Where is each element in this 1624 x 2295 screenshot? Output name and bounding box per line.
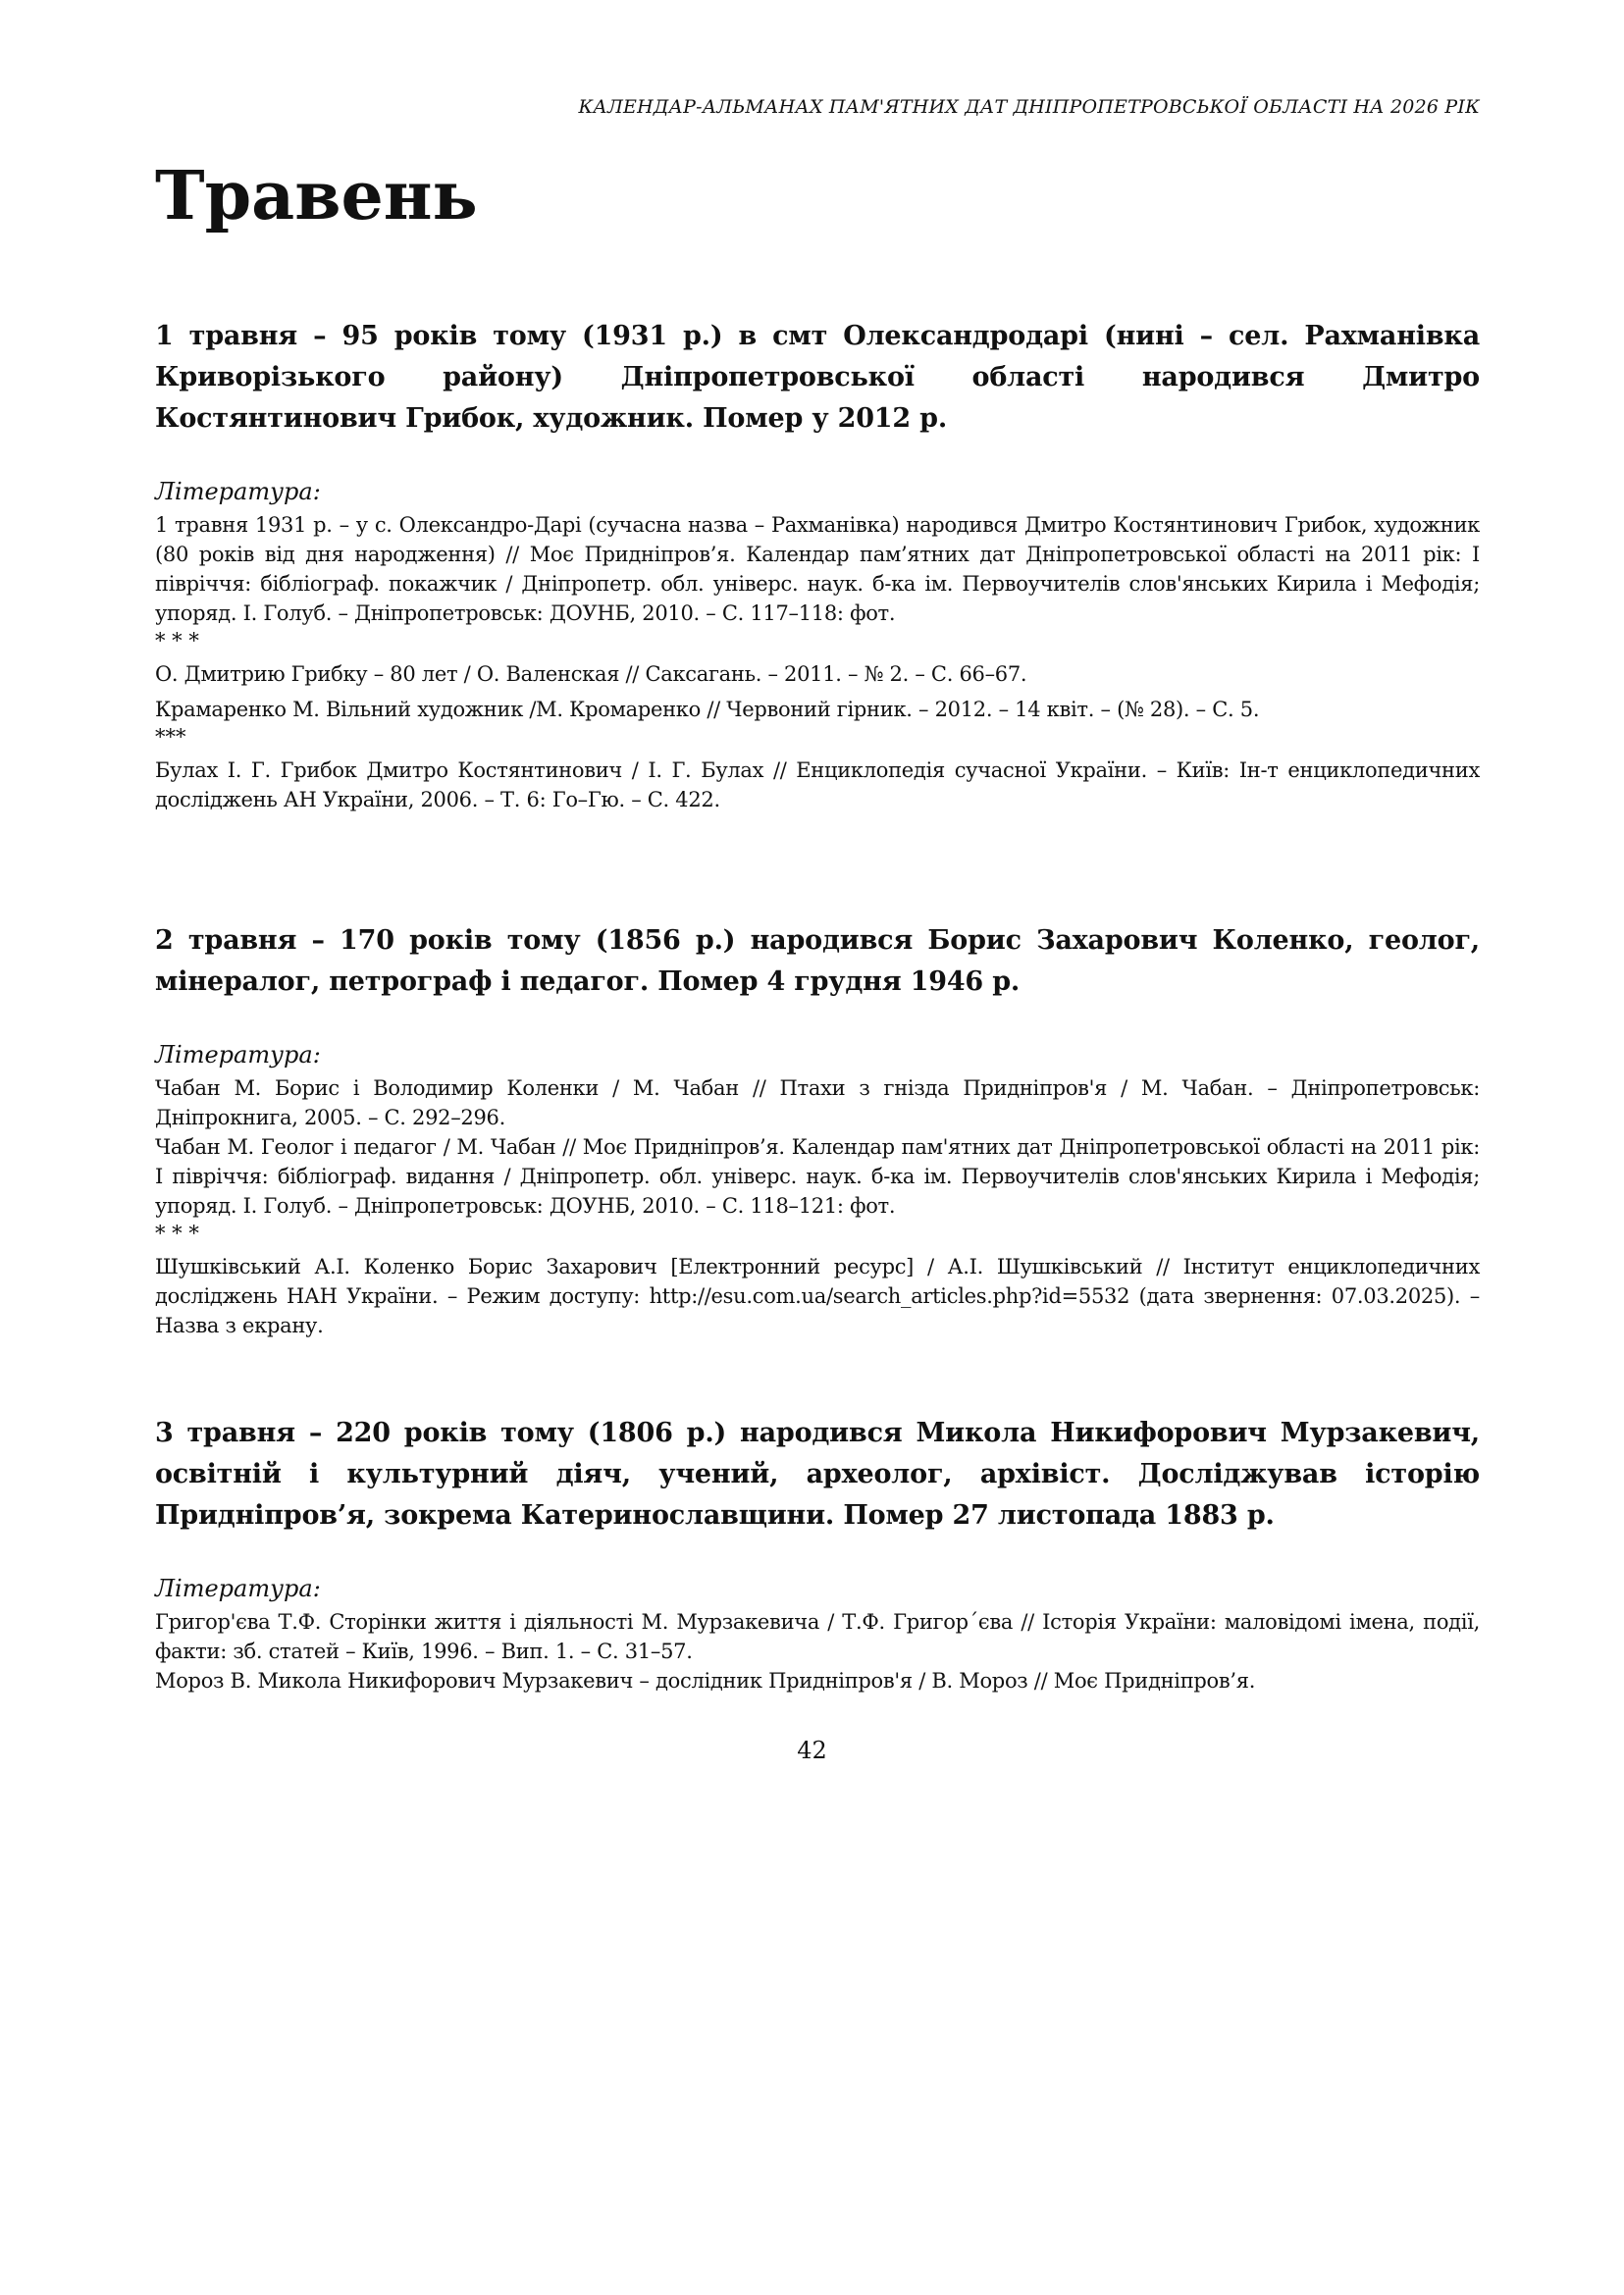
entry-may-2 (155, 920, 1480, 1340)
entry-may-1 (155, 316, 1480, 814)
reference-item: Булах І. Г. Грибок Дмитро Костянтинович / І. Г. Булах // Енциклопедія сучасної України. – Київ: Ін-т енциклопедичних досліджень АН України, 2006. – Т. 6: Го–Гю. – С. 422. (155, 758, 1480, 811)
literature-heading: Література: (155, 1041, 321, 1069)
page-title: Травень (155, 157, 478, 235)
page-number: 42 (797, 1737, 827, 1764)
reference-item: Чабан М. Геолог і педагог / М. Чабан // Моє Придніпров’я. Календар пам'ятних дат Дніпропетровської області на 2011 рік: І півріччя: бібліограф. видання / Дніпропетр. обл. універс. наук. б-ка ім. Первоучителів слов'янських Кирила і Мефодія; упоряд. І. Голуб. – Дніпропетровськ: ДОУНБ, 2010. – С. 118–121: фот. (155, 1135, 1480, 1218)
reference-item: Григор'єва Т.Ф. Сторінки життя і діяльності М. Мурзакевича / Т.Ф. Григор´єва // Історія України: маловідомі імена, події, факти: зб. статей – Київ, 1996. – Вип. 1. – С. 31–57. (155, 1610, 1480, 1663)
separator: * * * (155, 1222, 199, 1245)
reference-item: Крамаренко М. Вільний художник /М. Кромаренко // Червоний гірник. – 2012. – 14 квіт. – (№ 28). – С. 5. (155, 698, 1260, 721)
entry-title: 2 травня – 170 років тому (1856 р.) народився Борис Захарович Коленко, геолог, мінералог, петрограф і педагог. Помер 4 грудня 1946 р. (155, 925, 1480, 997)
separator: * * * (155, 629, 199, 652)
entry-title: 3 травня – 220 років тому (1806 р.) народився Микола Никифорович Мурзакевич, освітній і культурний діяч, учений, археолог, архівіст. Досліджував історію Придніпров’я, зокрема Катеринославщини. Помер 27 листопада 1883 р. (155, 1418, 1480, 1531)
literature-heading: Література: (155, 478, 321, 505)
running-header: КАЛЕНДАР-АЛЬМАНАХ ПАМ'ЯТНИХ ДАТ ДНІПРОПЕТРОВСЬКОЇ ОБЛАСТІ НА 2026 РІК (578, 96, 1480, 118)
literature-heading: Література: (155, 1575, 321, 1602)
entry-may-3 (155, 1413, 1480, 1695)
reference-item: Чабан М. Борис і Володимир Коленки / М. Чабан // Птахи з гнізда Придніпров'я / М. Чабан. – Дніпропетровськ: Дніпрокнига, 2005. – С. 292–296. (155, 1076, 1480, 1129)
reference-item: Мороз В. Микола Никифорович Мурзакевич – дослідник Придніпров'я / В. Мороз // Моє Придніпров’я. (155, 1669, 1256, 1693)
reference-item: Шушківський А.І. Коленко Борис Захарович [Електронний ресурс] / А.І. Шушківський // Інститут енциклопедичних досліджень НАН України. – Режим доступу: http://esu.com.ua/search_articles.php?id=5532 (дата звернення: 07.03.2025). – Назва з екрану. (155, 1255, 1480, 1337)
separator: *** (155, 725, 186, 749)
reference-item: 1 травня 1931 р. – у с. Олександро-Дарі (сучасна назва – Рахманівка) народився Дмитро Костянтинович Грибок, художник (80 років від дня народження) // Моє Придніпров’я. Календар пам’ятних дат Дніпропетровської області на 2011 рік: І півріччя: бібліограф. покажчик / Дніпропетр. обл. універс. наук. б-ка ім. Первоучителів слов'янських Кирила і Мефодія; упоряд. І. Голуб. – Дніпропетровськ: ДОУНБ, 2010. – С. 117–118: фот. (155, 513, 1480, 625)
entry-title: 1 травня – 95 років тому (1931 р.) в смт Олександродарі (нині – сел. Рахманівка Криворізького району) Дніпропетровської області народився Дмитро Костянтинович Грибок, художник. Помер у 2012 р. (155, 321, 1480, 434)
reference-item: О. Дмитрию Грибку – 80 лет / О. Валенская // Саксагань. – 2011. – № 2. – С. 66–67. (155, 662, 1027, 686)
